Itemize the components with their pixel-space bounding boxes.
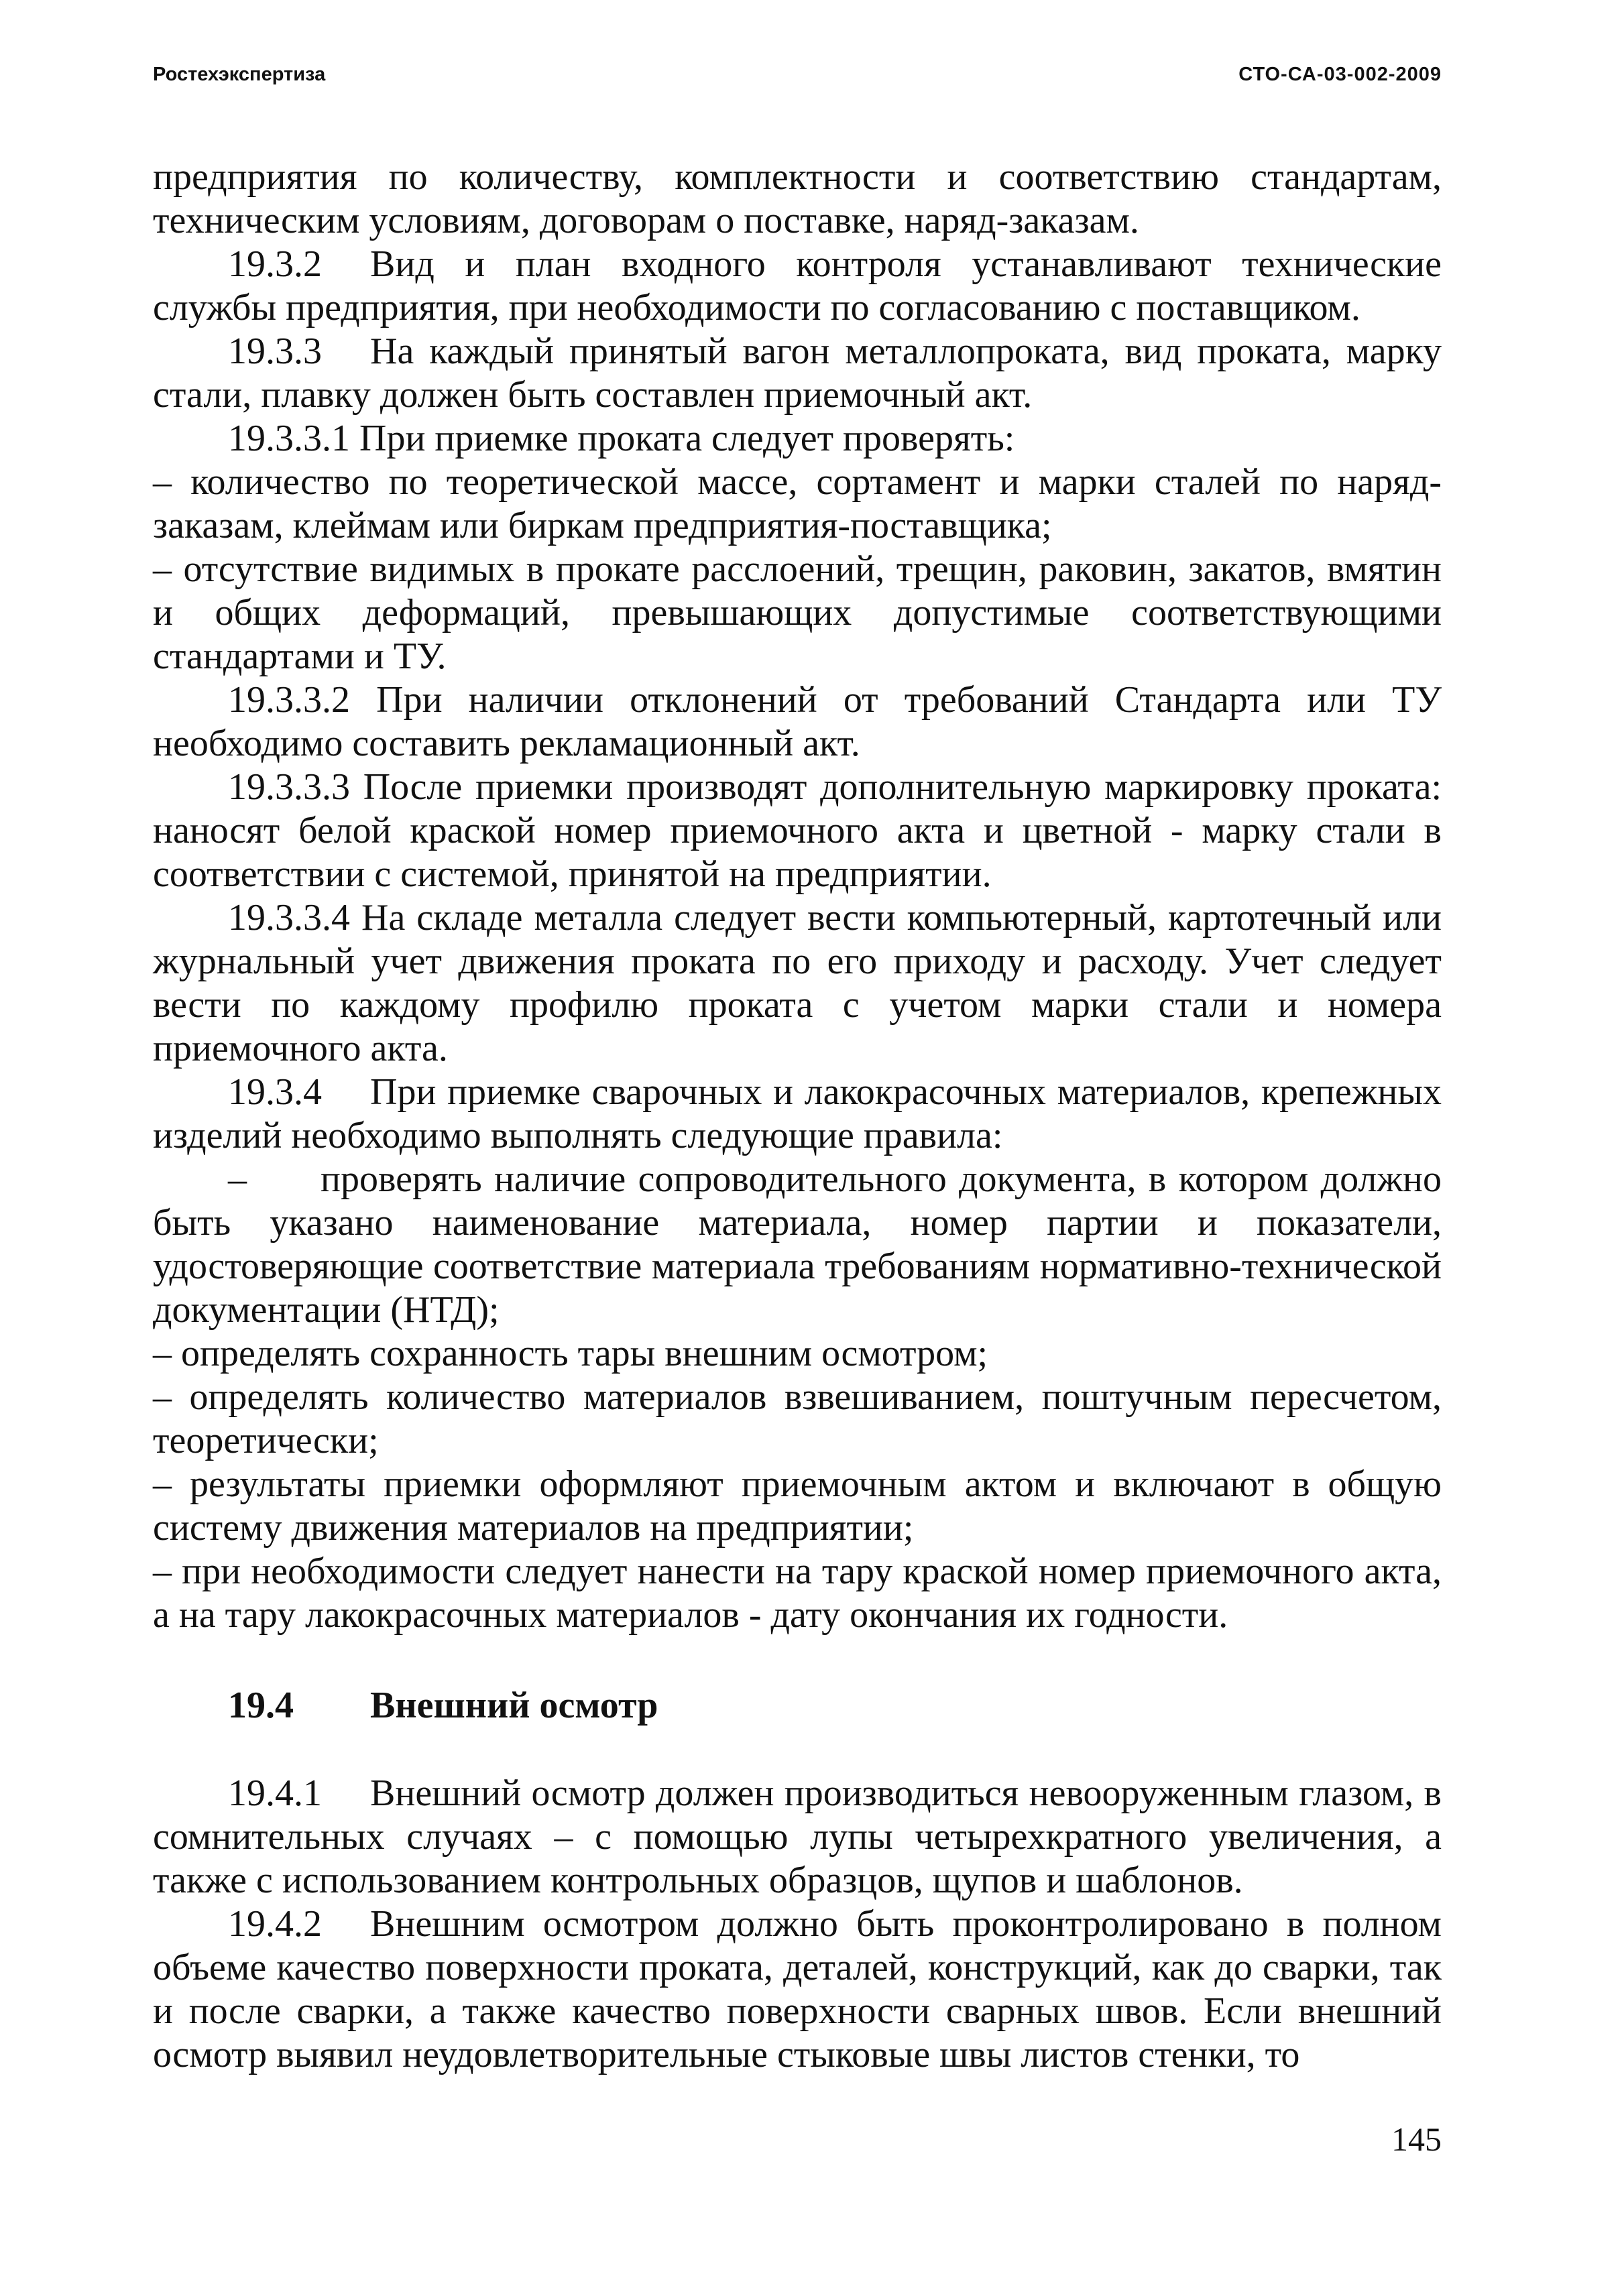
list-item: – отсутствие видимых в прокате расслоений, трещин, раковин, закатов, вмятин и общих деформаций, превышающих допустимые соответствующими стандартами и ТУ. (153, 548, 1442, 677)
header-document-code: СТО-СА-03-002-2009 (1238, 64, 1442, 85)
section-title: Внешний осмотр (370, 1685, 658, 1726)
paragraph-19-3-3-3: 19.3.3.3 После приемки производят дополнительную маркировку проката: наносят белой краской номер приемочного акта и цветной - марку стали в соответствии с системой, принятой на предприятии. (153, 766, 1442, 895)
header-organization: Ростехэкспертиза (153, 64, 326, 85)
section-heading (153, 1684, 1442, 1728)
page-number: 145 (1391, 2120, 1442, 2158)
clause-number: 19.3.2 (228, 243, 322, 285)
paragraph-19-3-3-2: 19.3.3.2 При наличии отклонений от требований Стандарта или ТУ необходимо составить рекламационный акт. (153, 679, 1442, 764)
section-number: 19.4 (228, 1685, 294, 1726)
clause-text: На каждый принятый вагон металлопроката, вид проката, марку стали, плавку должен быть составлен приемочный акт. (153, 330, 1442, 416)
list-item: – проверять наличие сопроводительного документа, в котором должно быть указано наименование материала, номер партии и показатели, удостоверяющие соответствие материала требованиям нормативно-технической документации (НТД); (153, 1158, 1451, 1331)
paragraph-19-3-3 (153, 330, 1442, 417)
clause-number: 19.3.4 (228, 1071, 322, 1113)
paragraph: предприятия по количеству, комплектности и соответствию стандартам, техническим условиям, договорам о поставке, наряд-заказам. (153, 156, 1442, 241)
clause-number: 19.4.1 (228, 1772, 322, 1814)
paragraph-19-4-1 (153, 1772, 1442, 1902)
paragraph-19-3-2 (153, 243, 1442, 330)
list-item: – количество по теоретической массе, сортамент и марки сталей по наряд-заказам, клеймам или биркам предприятия-поставщика; (153, 461, 1442, 546)
paragraph-19-3-3-1: 19.3.3.1 При приемке проката следует проверять: (228, 418, 1015, 459)
list-item: – при необходимости следует нанести на тару краской номер приемочного акта, а на тару лакокрасочных материалов - дату окончания их годности. (153, 1551, 1442, 1636)
list-item: – результаты приемки оформляют приемочным актом и включают в общую систему движения материалов на предприятии; (153, 1463, 1442, 1549)
list-item: – определять количество материалов взвешиванием, поштучным пересчетом, теоретически; (153, 1376, 1442, 1461)
clause-text: При приемке сварочных и лакокрасочных материалов, крепежных изделий необходимо выполнять следующие правила: (153, 1071, 1442, 1156)
document-body (153, 156, 1451, 2077)
paragraph-19-4-2 (153, 1902, 1442, 2077)
clause-text: Внешний осмотр должен производиться невооруженным глазом, в сомнительных случаях – с помощью лупы четырехкратного увеличения, а также с использованием контрольных образцов, щупов и шаблонов. (153, 1772, 1442, 1901)
clause-number: 19.3.3 (228, 330, 322, 372)
page-header (153, 64, 1442, 104)
clause-number: 19.4.2 (228, 1903, 322, 1945)
paragraph-19-3-3-4: 19.3.3.4 На складе металла следует вести компьютерный, картотечный или журнальный учет движения проката по его приходу и расходу. Учет следует вести по каждому профилю проката с учетом марки стали и номера приемочного акта. (153, 897, 1442, 1069)
clause-text: Внешним осмотром должно быть проконтролировано в полном объеме качество поверхности проката, деталей, конструкций, как до сварки, так и после сварки, а также качество поверхности сварных швов. Если внешний осмотр выявил неудовлетворительные стыковые швы листов стенки, то (153, 1903, 1442, 2075)
paragraph-19-3-4 (153, 1071, 1442, 1158)
list-item: – определять сохранность тары внешним осмотром; (153, 1333, 988, 1374)
clause-text: Вид и план входного контроля устанавливают технические службы предприятия, при необходимости по согласованию с поставщиком. (153, 243, 1442, 328)
